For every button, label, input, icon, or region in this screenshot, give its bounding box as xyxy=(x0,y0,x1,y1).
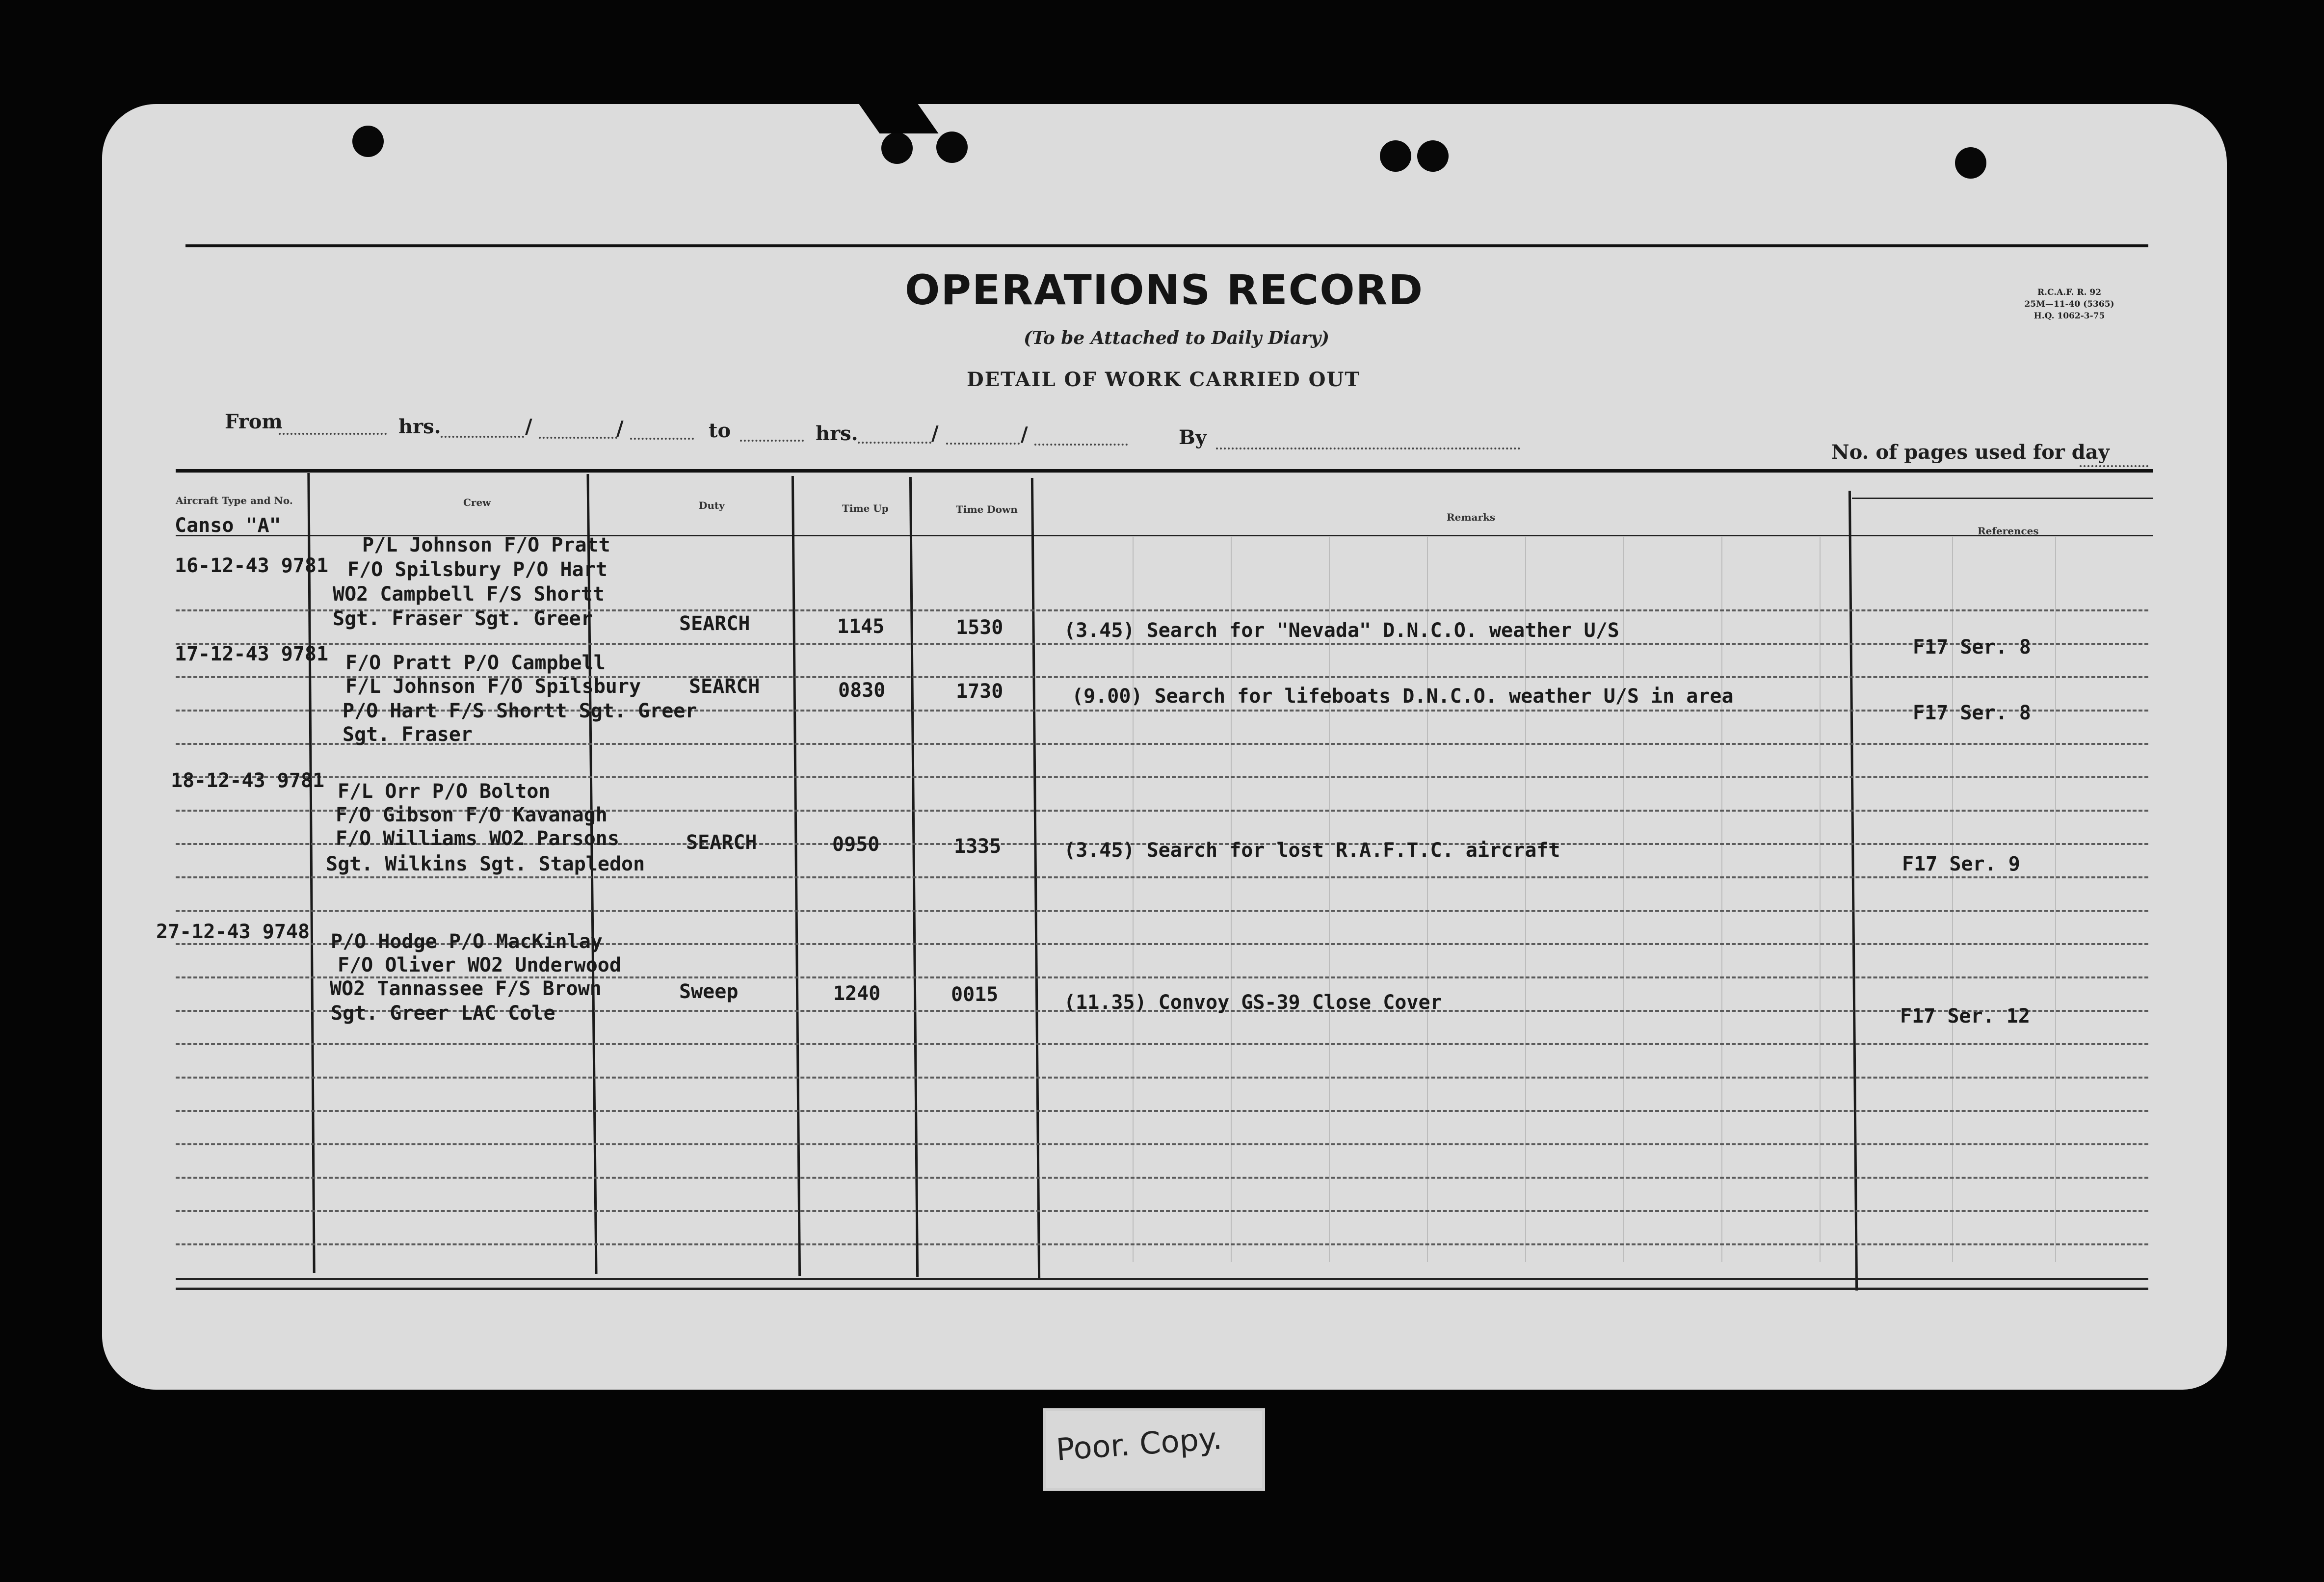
column-rule xyxy=(307,473,315,1273)
punch-hole xyxy=(881,132,913,164)
remarks: (9.00) Search for lifeboats D.N.C.O. weather U/S in area xyxy=(1072,685,1734,708)
blank-line xyxy=(539,437,617,439)
blank-line xyxy=(1216,448,1520,449)
table-bottom-rule xyxy=(176,1278,2148,1280)
entry-date-aircraft: 27-12-43 9748 xyxy=(156,921,310,943)
ruled-line xyxy=(176,1077,2148,1079)
section-heading: DETAIL OF WORK CARRIED OUT xyxy=(967,368,1361,391)
ruled-line xyxy=(176,1143,2148,1145)
ruled-line xyxy=(176,1043,2148,1045)
crew-line: Sgt. Fraser xyxy=(343,723,473,746)
guide-line xyxy=(1231,536,1232,1262)
time-down: 1530 xyxy=(956,616,1004,639)
table-bottom-rule xyxy=(176,1288,2148,1290)
duty: Sweep xyxy=(679,980,739,1003)
hrs-label: hrs. xyxy=(398,415,441,438)
duty: SEARCH xyxy=(689,675,760,698)
ruled-line xyxy=(176,1177,2148,1179)
time-up: 1240 xyxy=(833,982,881,1005)
table-header-rule xyxy=(1852,498,2153,499)
references: F17 Ser. 9 xyxy=(1902,853,2020,875)
from-label: From xyxy=(225,410,283,433)
time-down: 1730 xyxy=(956,680,1004,703)
blank-line xyxy=(2080,465,2148,467)
crew-line: WO2 Campbell F/S Shortt xyxy=(333,583,605,606)
entry-date-aircraft: 18-12-43 9781 xyxy=(171,769,325,792)
time-up: 1145 xyxy=(837,615,885,638)
poor-copy-label xyxy=(1043,1408,1265,1491)
crew-line: P/O Hart F/S Shortt Sgt. Greer xyxy=(343,700,697,722)
blank-line xyxy=(858,442,931,444)
duty: SEARCH xyxy=(686,831,757,854)
references: F17 Ser. 8 xyxy=(1913,636,2031,659)
punch-hole xyxy=(1955,147,1986,179)
torn-notch xyxy=(855,104,938,133)
crew-line: WO2 Tannassee F/S Brown xyxy=(330,977,602,1000)
pages-label: No. of pages used for day xyxy=(1831,441,2110,464)
slash: / xyxy=(616,417,624,440)
blank-line xyxy=(630,438,694,440)
col-header-aircraft: Aircraft Type and No. xyxy=(176,495,293,506)
ruled-line xyxy=(176,776,2148,778)
blank-line xyxy=(441,436,524,438)
entry-date-aircraft: 16-12-43 9781 xyxy=(175,554,329,577)
references: F17 Ser. 12 xyxy=(1900,1005,2030,1028)
guide-line xyxy=(1820,536,1821,1262)
time-down: 1335 xyxy=(954,835,1002,858)
slash: / xyxy=(1021,423,1028,446)
time-up: 0950 xyxy=(832,833,880,856)
slash: / xyxy=(525,415,532,438)
punch-hole xyxy=(1380,140,1411,172)
page-title: OPERATIONS RECORD xyxy=(905,266,1424,314)
ruled-line xyxy=(176,910,2148,912)
top-rule xyxy=(185,244,2148,247)
ruled-line xyxy=(176,1110,2148,1112)
punch-hole xyxy=(1417,140,1449,172)
remarks: (11.35) Convoy GS-39 Close Cover xyxy=(1064,991,1442,1014)
remarks: (3.45) Search for "Nevada" D.N.C.O. weather U/S xyxy=(1064,619,1619,642)
guide-line xyxy=(1133,536,1134,1262)
col-header-time-down: Time Down xyxy=(956,503,1018,515)
crew-line: Sgt. Wilkins Sgt. Stapledon xyxy=(326,853,645,875)
column-rule xyxy=(792,476,801,1276)
crew-line: F/O Pratt P/O Campbell xyxy=(345,652,606,674)
ruled-line xyxy=(176,1210,2148,1212)
form-reference xyxy=(2018,287,2121,322)
aircraft-type: Canso "A" xyxy=(175,514,281,537)
crew-line: F/O Williams WO2 Parsons xyxy=(336,827,619,850)
crew-line: Sgt. Fraser Sgt. Greer xyxy=(333,607,593,630)
to-label: to xyxy=(709,419,731,442)
remarks: (3.45) Search for lost R.A.F.T.C. aircraft xyxy=(1064,839,1560,862)
guide-line xyxy=(1329,536,1330,1262)
operations-record-form xyxy=(102,104,2227,1390)
crew-line: Sgt. Greer LAC Cole xyxy=(331,1002,555,1025)
table-top-rule xyxy=(176,469,2153,473)
crew-line: F/O Spilsbury P/O Hart xyxy=(347,558,607,581)
form-ref-line: R.C.A.F. R. 92 xyxy=(2037,288,2102,297)
blank-line xyxy=(279,433,387,435)
crew-line: F/O Gibson F/O Kavanagh xyxy=(336,804,607,826)
guide-line xyxy=(1721,536,1722,1262)
time-up: 0830 xyxy=(838,679,886,702)
hrs-label: hrs. xyxy=(816,422,858,445)
form-ref-line: H.Q. 1062-3-75 xyxy=(2034,311,2105,321)
crew-line: P/L Johnson F/O Pratt xyxy=(362,534,610,556)
crew-line: F/O Oliver WO2 Underwood xyxy=(338,954,621,976)
blank-line xyxy=(1034,444,1128,446)
slash: / xyxy=(931,422,939,445)
crew-line: P/O Hodge P/O MacKinlay xyxy=(331,930,603,953)
duty: SEARCH xyxy=(679,612,750,635)
col-header-duty: Duty xyxy=(699,500,725,511)
col-header-references: References xyxy=(1978,525,2039,537)
form-ref-line: 25M—11-40 (5365) xyxy=(2024,299,2114,309)
crew-line: F/L Orr P/O Bolton xyxy=(338,780,551,803)
blank-line xyxy=(946,443,1020,445)
ruled-line xyxy=(176,643,2148,645)
col-header-crew: Crew xyxy=(463,497,491,508)
ruled-line xyxy=(176,876,2148,878)
blank-line xyxy=(740,440,804,442)
poor-copy-text: Poor. Copy. xyxy=(1055,1420,1223,1468)
entry-date-aircraft: 17-12-43 9781 xyxy=(175,643,329,665)
guide-line xyxy=(1427,536,1428,1262)
guide-line xyxy=(2055,536,2056,1262)
ruled-line xyxy=(176,1243,2148,1245)
guide-line xyxy=(1525,536,1526,1262)
references: F17 Ser. 8 xyxy=(1913,702,2031,724)
time-down: 0015 xyxy=(951,983,999,1006)
page-subtitle: (To be Attached to Daily Diary) xyxy=(1024,328,1330,348)
by-label: By xyxy=(1179,426,1207,449)
col-header-time-up: Time Up xyxy=(842,502,889,514)
col-header-remarks: Remarks xyxy=(1447,511,1496,523)
punch-hole xyxy=(936,132,968,163)
crew-line: F/L Johnson F/O Spilsbury xyxy=(345,675,641,698)
guide-line xyxy=(1623,536,1624,1262)
punch-hole xyxy=(352,126,384,157)
